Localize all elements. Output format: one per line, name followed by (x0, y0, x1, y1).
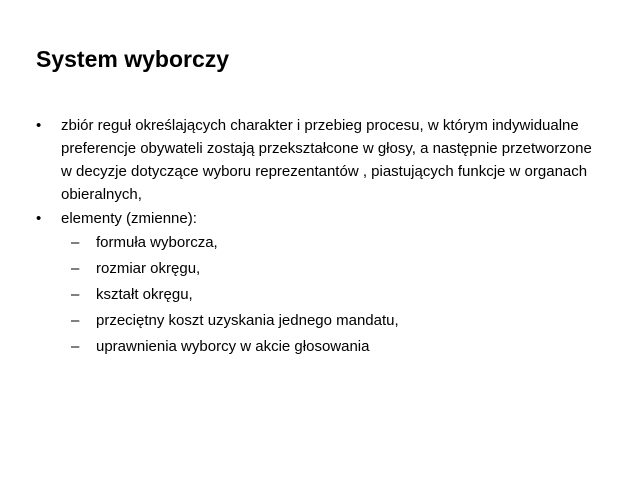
bullet-text: elementy (zmienne): (61, 210, 197, 227)
dash-icon: – (71, 234, 80, 251)
subitem-district-size (36, 257, 596, 280)
bullet-text: zbiór reguł określających charakter i przebieg procesu, w którym indywidualne preferencje obywateli zostają przekształcone w głosy, a następnie przetworzone w decyzje dotyczące wyboru reprezentantów , piastujących funkcje w organach obieralnych, (61, 117, 592, 203)
slide-title: System wyborczy (36, 46, 230, 72)
bullet-icon: • (36, 210, 42, 227)
dash-icon: – (71, 286, 80, 303)
element-sublist (36, 231, 596, 358)
subitem-text: przeciętny koszt uzyskania jednego mandatu, (96, 312, 399, 329)
subitem-text: uprawnienia wyborcy w akcie głosowania (96, 338, 370, 355)
subitem-mandate-cost (36, 309, 596, 332)
bullet-item-definition (36, 114, 596, 206)
subitem-formula (36, 231, 596, 254)
subitem-voter-rights (36, 335, 596, 358)
dash-icon: – (71, 312, 80, 329)
bullet-icon: • (36, 117, 42, 134)
subitem-text: kształt okręgu, (96, 286, 193, 303)
bullet-item-elements (36, 207, 596, 230)
subitem-district-shape (36, 283, 596, 306)
dash-icon: – (71, 260, 80, 277)
subitem-text: rozmiar okręgu, (96, 260, 201, 277)
dash-icon: – (71, 338, 80, 355)
slide-content (36, 114, 596, 361)
subitem-text: formuła wyborcza, (96, 234, 218, 251)
